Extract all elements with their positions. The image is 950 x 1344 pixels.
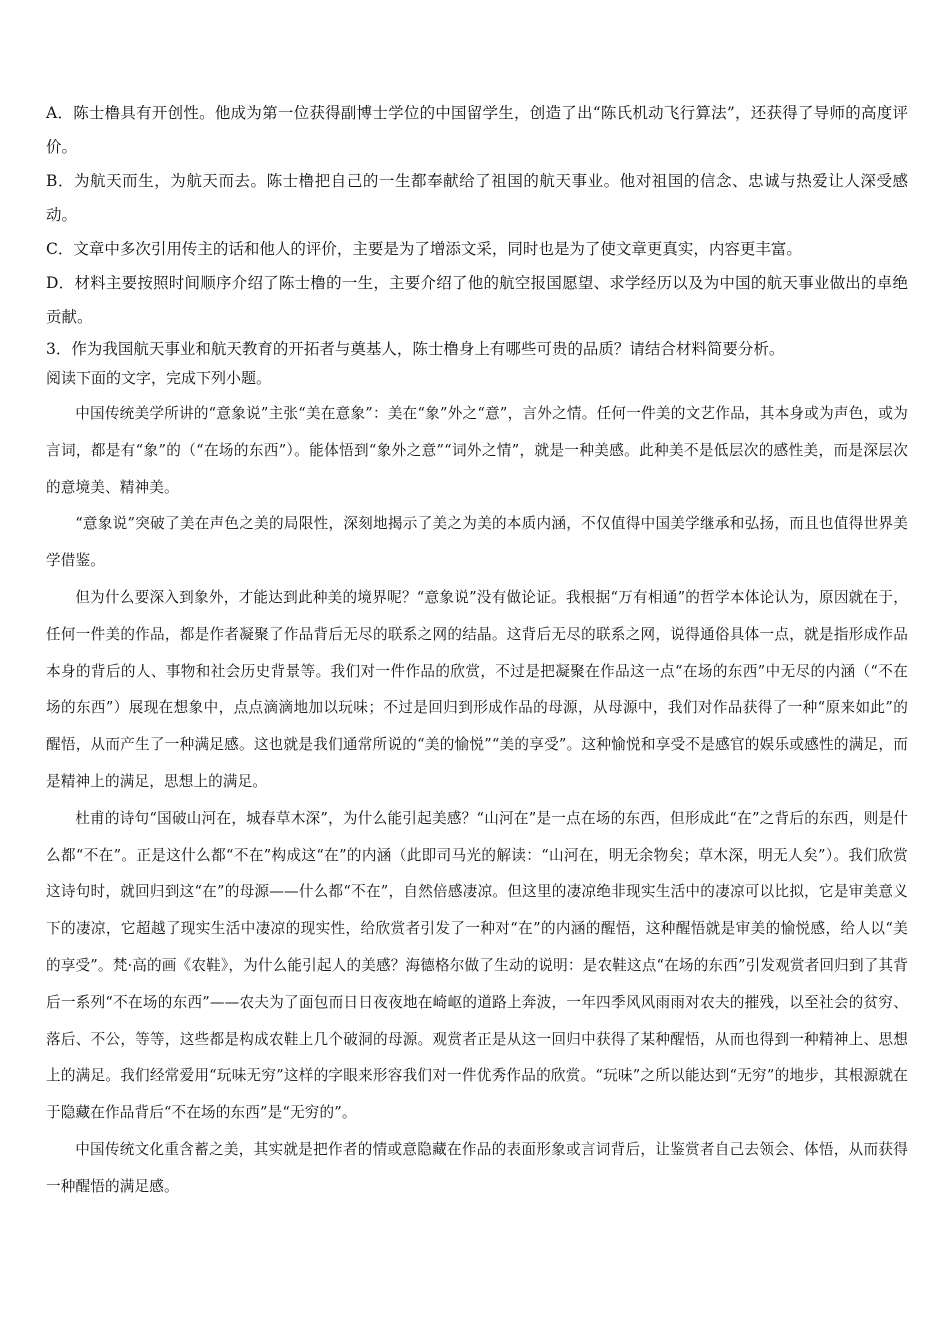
option-a (46, 96, 908, 164)
option-letter: B． (46, 172, 74, 190)
option-text: 为航天而生，为航天而去。陈士橹把自己的一生都奉献给了祖国的航天事业。他对祖国的信念、忠诚与热爱让人深受感动。 (46, 172, 908, 224)
option-text: 材料主要按照时间顺序介绍了陈士橹的一生，主要介绍了他的航空报国愿望、求学经历以及为中国的航天事业做出的卓绝贡献。 (46, 274, 908, 326)
option-letter: C． (46, 240, 74, 258)
answer-options (46, 96, 908, 334)
passage-paragraph-2: “意象说”突破了美在声色之美的局限性，深刻地揭示了美之为美的本质内涵，不仅值得中国美学继承和弘扬，而且也值得世界美学借鉴。 (46, 515, 908, 570)
document-page (46, 96, 908, 1206)
passage-paragraph-5: 中国传统文化重含蓄之美，其实就是把作者的情或意隐藏在作品的表面形象或言词背后，让鉴赏者自己去领会、体悟，从而获得一种醒悟的满足感。 (46, 1140, 908, 1195)
option-letter: A． (46, 104, 74, 122)
passage-paragraph-4: 杜甫的诗句“国破山河在，城春草木深”，为什么能引起美感？“山河在”是一点在场的东西，但形成此“在”之背后的东西，则是什么都“不在”。正是这什么都“不在”构成这“在”的内涵（此即司马光的解读：“山河在，明无余物矣；草木深，明无人矣”）。我们欣赏这诗句时，就回归到这“在”的母源——什么都“不在”，自然倍感凄凉。但这里的凄凉绝非现实生活中的凄凉可以比拟，它是审美意义下的凄凉，它超越了现实生活中凄凉的现实性，给欣赏者引发了一种对“在”的内涵的醒悟，这种醒悟就是审美的愉悦感，给人以“美的享受”。梵·高的画《农鞋》，为什么能引起人的美感？海德格尔做了生动的说明：是农鞋这点“在场的东西”引发观赏者回归到了其背后一系列“不在场的东西”——农夫为了面包而日日夜夜地在崎岖的道路上奔波，一年四季风风雨雨对农夫的摧残，以至社会的贫穷、落后、不公，等等，这些都是构成农鞋上几个破洞的母源。观赏者正是从这一回归中获得了某种醒悟，从而也得到一种精神上、思想上的满足。我们经常爱用“玩味无穷”这样的字眼来形容我们对一件优秀作品的欣赏。“玩味”之所以能达到“无穷”的地步，其根源就在于隐藏在作品背后“不在场的东西”是“无穷的”。 (46, 809, 908, 1122)
option-d (46, 266, 908, 334)
option-text: 陈士橹具有开创性。他成为第一位获得副博士学位的中国留学生，创造了出“陈氏机动飞行算法”，还获得了导师的高度评价。 (46, 104, 908, 156)
passage-paragraph-3: 但为什么要深入到象外，才能达到此种美的境界呢？“意象说”没有做论证。我根据“万有相通”的哲学本体论认为，原因就在于，任何一件美的作品，都是作者凝聚了作品背后无尽的联系之网的结晶。这背后无尽的联系之网，说得通俗具体一点，就是指形成作品本身的背后的人、事物和社会历史背景等。我们对一件作品的欣赏，不过是把凝聚在作品这一点“在场的东西”中无尽的内涵（“不在场的东西”）展现在想象中，点点滴滴地加以玩味；不过是回归到形成作品的母源，从母源中，我们对作品获得了一种“原来如此”的醒悟，从而产生了一种满足感。这也就是我们通常所说的“美的愉悦”“美的享受”。这种愉悦和享受不是感官的娱乐或感性的满足，而是精神上的满足，思想上的满足。 (46, 588, 908, 790)
question-3: 3．作为我国航天事业和航天教育的开拓者与奠基人，陈士橹身上有哪些可贵的品质？请结合材料简要分析。 (46, 340, 785, 358)
option-b (46, 164, 908, 232)
passage-paragraph-1: 中国传统美学所讲的“意象说”主张“美在意象”：美在“象”外之“意”，言外之情。任何一件美的文艺作品，其本身或为声色，或为言词，都是有“象”的（“在场的东西”）。能体悟到“象外之意”“词外之情”，就是一种美感。此种美不是低层次的感性美，而是深层次的意境美、精神美。 (46, 405, 908, 496)
reading-passage (46, 396, 908, 1206)
option-c (46, 232, 908, 266)
option-letter: D． (46, 274, 75, 292)
option-text: 文章中多次引用传主的话和他人的评价，主要是为了增添文采，同时也是为了使文章更真实，内容更丰富。 (73, 240, 802, 258)
reading-instruction: 阅读下面的文字，完成下列小题。 (46, 369, 272, 387)
